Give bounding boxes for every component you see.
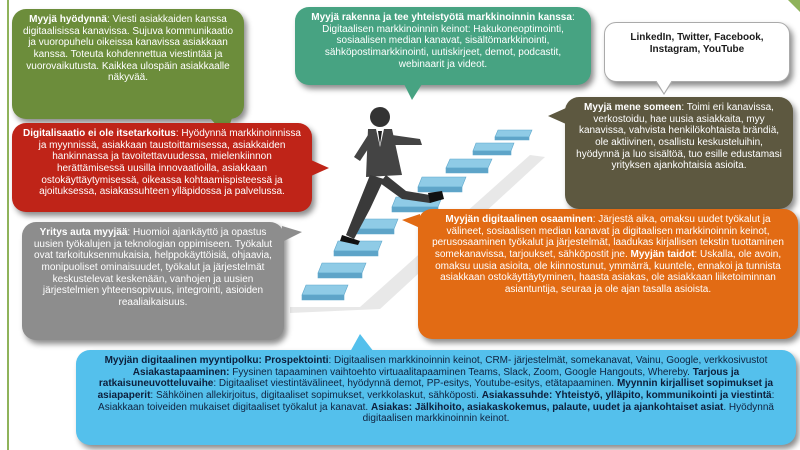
bubble-body: : Järjestä aika, omaksu uudet työkalut ja välineet, sosiaalisen median kanavat ja digitaalisen markkinoinnin keinot, perusosaaminen työkalut ja järjestelmät, laadukas kirjallisen tekstin tuottaminen somekanavissa, tarjoukset, sähköpostit jne. bbox=[432, 214, 784, 261]
corner-triangle bbox=[788, 0, 800, 12]
bubble-digitalisaatio bbox=[12, 123, 312, 212]
bubble-heading-skills: Myyjän taidot bbox=[630, 249, 695, 261]
bubble-tail bbox=[311, 160, 329, 176]
bubble-linkedin-channels bbox=[604, 22, 790, 82]
bubble-tail bbox=[548, 108, 566, 124]
bubble-heading: Digitalisaatio ei ole itsetarkoitus bbox=[23, 128, 176, 139]
step-tarjous-text: : Digitaaliset viestintävälineet, hyödynnä demot, PP-esitys, Youtube-esitys, etätapaaminen. bbox=[213, 378, 617, 390]
bubble-heading: Myyjän digitaalinen osaaminen bbox=[445, 214, 593, 225]
bubble-heading: Yritys auta myyjää bbox=[39, 227, 128, 238]
bubble-heading: Myyjä hyödynnä bbox=[29, 14, 107, 25]
bubble-myyja-rakenna bbox=[295, 7, 591, 85]
bubble-body: : Toimi eri kanavissa, verkostoidu, hae uusia asiakkaita, myy kanavissa, vahvista henkilökohtaista brändiä, ole aktiivinen, osallistu keskusteluihin, hyödynnä ja luo sisältöä, tuo esille edustamasi yrityksen ajankohtaisia asioita. bbox=[576, 102, 782, 172]
bubble-tail bbox=[350, 334, 374, 352]
step-sopimukset-text: : Sähköinen allekirjoitus, digitaaliset sopimukset, verkkolaskut, sähköposti. bbox=[150, 390, 482, 402]
bubble-tail bbox=[282, 226, 302, 242]
bubble-body-skills: : Uskalla, ole avoin, omaksu uusia asioita, ole kiinnostunut, ymmärrä, kuuntele, ennakoi ja tunnista asiakkaan ostokäyttäytyminen, haasta asiakas, ole asiakkaan liiketoiminnan asiantuntija, seuraa ja ole ajan tasalla asioista. bbox=[435, 249, 782, 296]
bubble-body: : Huomioi ajankäyttö ja opastus uusien työkalujen ja teknologian oppimiseen. Työkalut ovat tarkoituksenmukaisia, helppokäyttöisiä, ohjaavia, monipuoliset ominaisuudet, työkalut ja järjestelmät keskustelevat keskenään, vanhojen ja uusien järjestelmien yhteensopivuus, integrointi, asioiden reaaliaikaisuus. bbox=[33, 227, 273, 309]
step-asiakas-text: . Hyödynnä digitaalisen markkinoinnin keinot. bbox=[362, 401, 774, 425]
bubble-myyja-hyodynna bbox=[12, 9, 244, 119]
bubble-heading: Myyjä mene someen bbox=[584, 102, 682, 113]
step-prospektointi-text: : Digitaalisen markkinoinnin keinot, CRM- järjestelmät, somekanavat, Vainu, Google, verkkosivustot bbox=[328, 355, 768, 366]
step-asiakas-heading: Asiakas: Jälkihoito, asiakaskokemus, palaute, uudet ja ajankohtaiset asiat bbox=[370, 401, 724, 413]
bubble-tail-inner bbox=[656, 80, 672, 93]
bubble-tail bbox=[402, 214, 420, 228]
bubble-body: : Viesti asiakkaiden kanssa digitaalisissa kanavissa. Sujuva kommunikaatio ja vuoropuhelu oikeissa kanavissa asiakkaan kanssa. Toteuta kohdennettua viestintää ja vuorovaikutusta. Kaikkea ulospäin asiakkaalle näkyvää. bbox=[22, 14, 234, 84]
left-frame-line bbox=[7, 0, 9, 450]
bubble-myyntipolku bbox=[76, 350, 796, 445]
bubble-heading: Myyjä rakenna ja tee yhteistyötä markkinoinnin kanssa bbox=[311, 12, 572, 23]
step-sopimukset-heading: Myynnin kirjalliset sopimukset ja asiapaperit bbox=[97, 378, 774, 402]
bubble-tail bbox=[404, 84, 422, 100]
bubble-digitaalinen-osaaminen bbox=[418, 209, 798, 339]
bubble-body: : Digitaalisen markkinoinnin keinot: Hakukoneoptimointi, sosiaalisen median kanavat, sisältömarkkinointi, sähköpostimarkkinointi, uutiskirjeet, demot, podcastit, webinaarit ja videot. bbox=[322, 12, 575, 70]
step-asiakassuhde-heading: Asiakassuhde: Yhteistyö, ylläpito, kommunikointi ja viestintä bbox=[481, 390, 772, 402]
bubble-body: : Hyödynnä markkinoinnissa ja myynnissä, asiakkaan taustoittamisessa, asiakkaiden hankinnassa ja tavoitettavuudessa, mielenkiinnon herättämisessä uusilla innovaatioilla, asiakkaan ostokäyttäytymisessä, oikeassa kohtaamispisteessä ja ajoituksessa, asiakassuhteen ylläpidossa ja palvelussa. bbox=[38, 128, 301, 198]
bubble-myyja-mene-someen bbox=[565, 97, 793, 209]
step-asiakastapaaminen-text: Fyysinen tapaaminen vaihtoehto virtuaalitapaaminen Teams, Slack, Zoom, Google Hangouts, Whereby. bbox=[229, 366, 693, 378]
bubble-body: LinkedIn, Twitter, Facebook, Instagram, YouTube bbox=[630, 32, 764, 55]
step-asiakastapaaminen-heading: Asiakastapaaminen: bbox=[132, 366, 230, 378]
step-prospektointi-heading: Myyjän digitaalinen myyntipolku: Prospektointi bbox=[104, 355, 329, 366]
bubble-yritys-auta bbox=[22, 222, 284, 340]
step-tarjous-heading: Tarjous ja ratkaisuneuvotteluvaihe bbox=[98, 366, 740, 390]
step-asiakassuhde-text: : Asiakkaan toiveiden mukaiset digitaaliset työkalut ja kanavat. bbox=[98, 390, 775, 413]
